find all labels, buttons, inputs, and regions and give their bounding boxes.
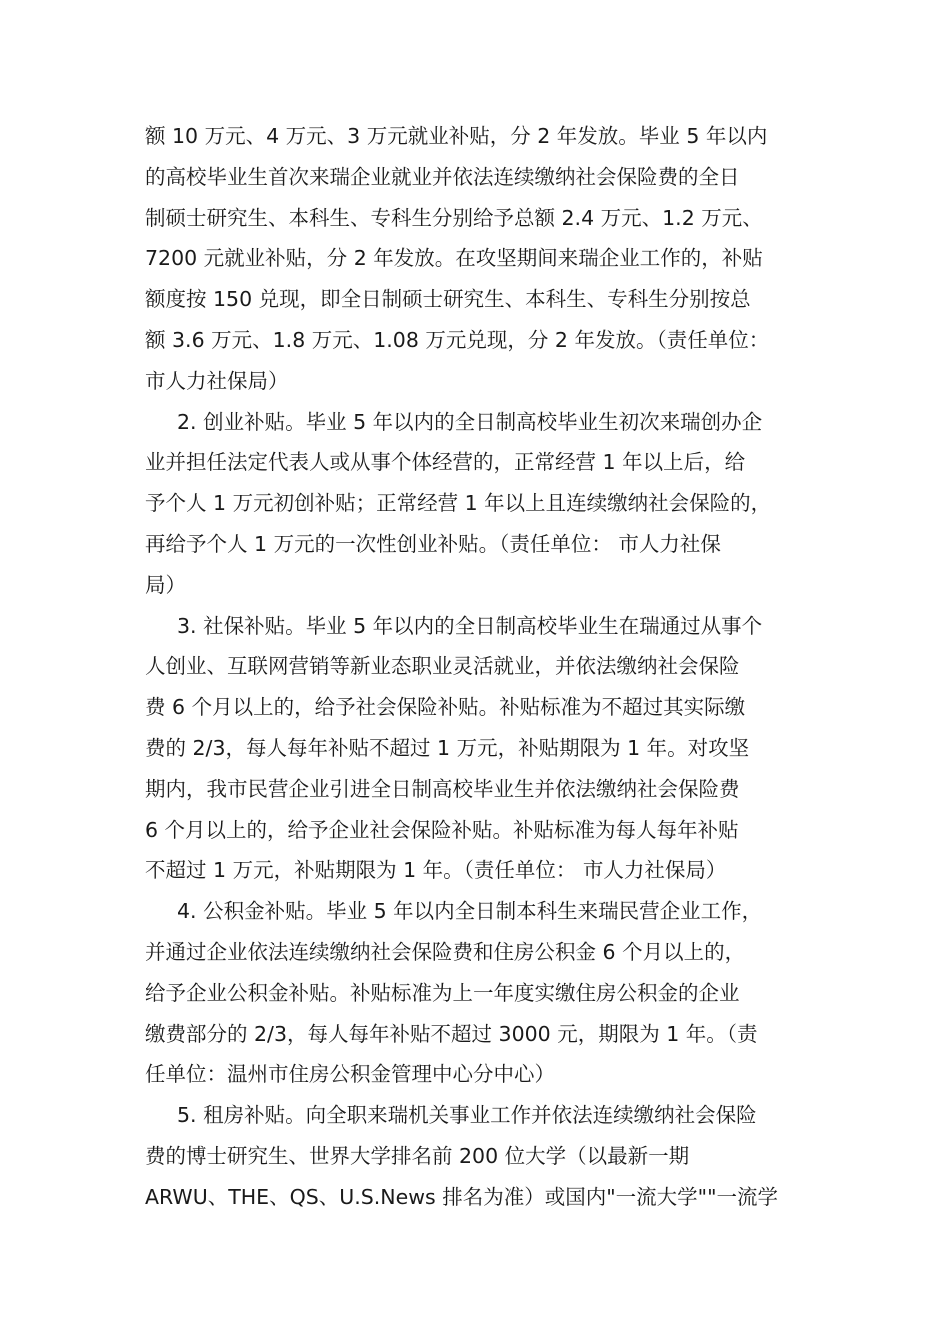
text-line: 给予企业公积金补贴。补贴标准为上一年度实缴住房公积金的企业 xyxy=(145,980,740,1005)
text-line: 制硕士研究生、本科生、专科生分别给予总额 2.4 万元、1.2 万元、 xyxy=(145,205,763,230)
text-line: 额 3.6 万元、1.8 万元、1.08 万元兑现，分 2 年发放。（责任单位： xyxy=(145,327,770,352)
text-line: 额度按 150 兑现，即全日制硕士研究生、本科生、专科生分别按总 xyxy=(145,287,751,312)
paragraph-heading-housing-fund-subsidy: 4. 公积金补贴。毕业 5 年以内全日制本科生来瑞民营企业工作， xyxy=(177,899,763,924)
text-line: 业并担任法定代表人或从事个体经营的，正常经营 1 年以上后，给 xyxy=(145,450,746,475)
text-line: 人创业、互联网营销等新业态职业灵活就业，并依法缴纳社会保险 xyxy=(145,654,740,679)
document-body xyxy=(145,116,825,1218)
paragraph-heading-rental-subsidy: 5. 租房补贴。向全职来瑞机关事业工作并依法连续缴纳社会保险 xyxy=(177,1103,757,1128)
text-line: 再给予个人 1 万元的一次性创业补贴。（责任单位： 市人力社保 xyxy=(145,531,721,556)
text-line: 6 个月以上的，给予企业社会保险补贴。补贴标准为每人每年补贴 xyxy=(145,817,739,842)
text-line: 的高校毕业生首次来瑞企业就业并依法连续缴纳社会保险费的全日 xyxy=(145,164,740,189)
text-line: 任单位：温州市住房公积金管理中心分中心） xyxy=(145,1062,555,1087)
text-line: 局） xyxy=(145,572,186,597)
text-line: ARWU、THE、QS、U.S.News 排名为准）或国内"一流大学""一流学 xyxy=(145,1184,778,1209)
paragraph-heading-social-insurance-subsidy: 3. 社保补贴。毕业 5 年以内的全日制高校毕业生在瑞通过从事个 xyxy=(177,613,763,638)
text-line: 额 10 万元、4 万元、3 万元就业补贴，分 2 年发放。毕业 5 年以内 xyxy=(145,124,768,148)
text-line: 7200 元就业补贴，分 2 年发放。在攻坚期间来瑞企业工作的，补贴 xyxy=(145,246,763,271)
text-line: 费的 2/3，每人每年补贴不超过 1 万元，补贴期限为 1 年。对攻坚 xyxy=(145,735,750,760)
text-line: 缴费部分的 2/3，每人每年补贴不超过 3000 元，期限为 1 年。（责 xyxy=(145,1021,758,1046)
text-line: 并通过企业依法连续缴纳社会保险费和住房公积金 6 个月以上的， xyxy=(145,939,746,964)
text-line: 费的博士研究生、世界大学排名前 200 位大学（以最新一期 xyxy=(145,1143,690,1168)
text-line: 不超过 1 万元，补贴期限为 1 年。（责任单位： 市人力社保局） xyxy=(145,858,727,883)
text-line: 期内，我市民营企业引进全日制高校毕业生并依法缴纳社会保险费 xyxy=(145,776,740,801)
text-line: 予个人 1 万元初创补贴；正常经营 1 年以上且连续缴纳社会保险的， xyxy=(145,491,772,516)
text-line: 市人力社保局） xyxy=(145,368,289,393)
paragraph-heading-employment-startup-subsidy: 2. 创业补贴。毕业 5 年以内的全日制高校毕业生初次来瑞创办企 xyxy=(177,409,763,434)
text-line: 费 6 个月以上的，给予社会保险补贴。补贴标准为不超过其实际缴 xyxy=(145,695,746,720)
